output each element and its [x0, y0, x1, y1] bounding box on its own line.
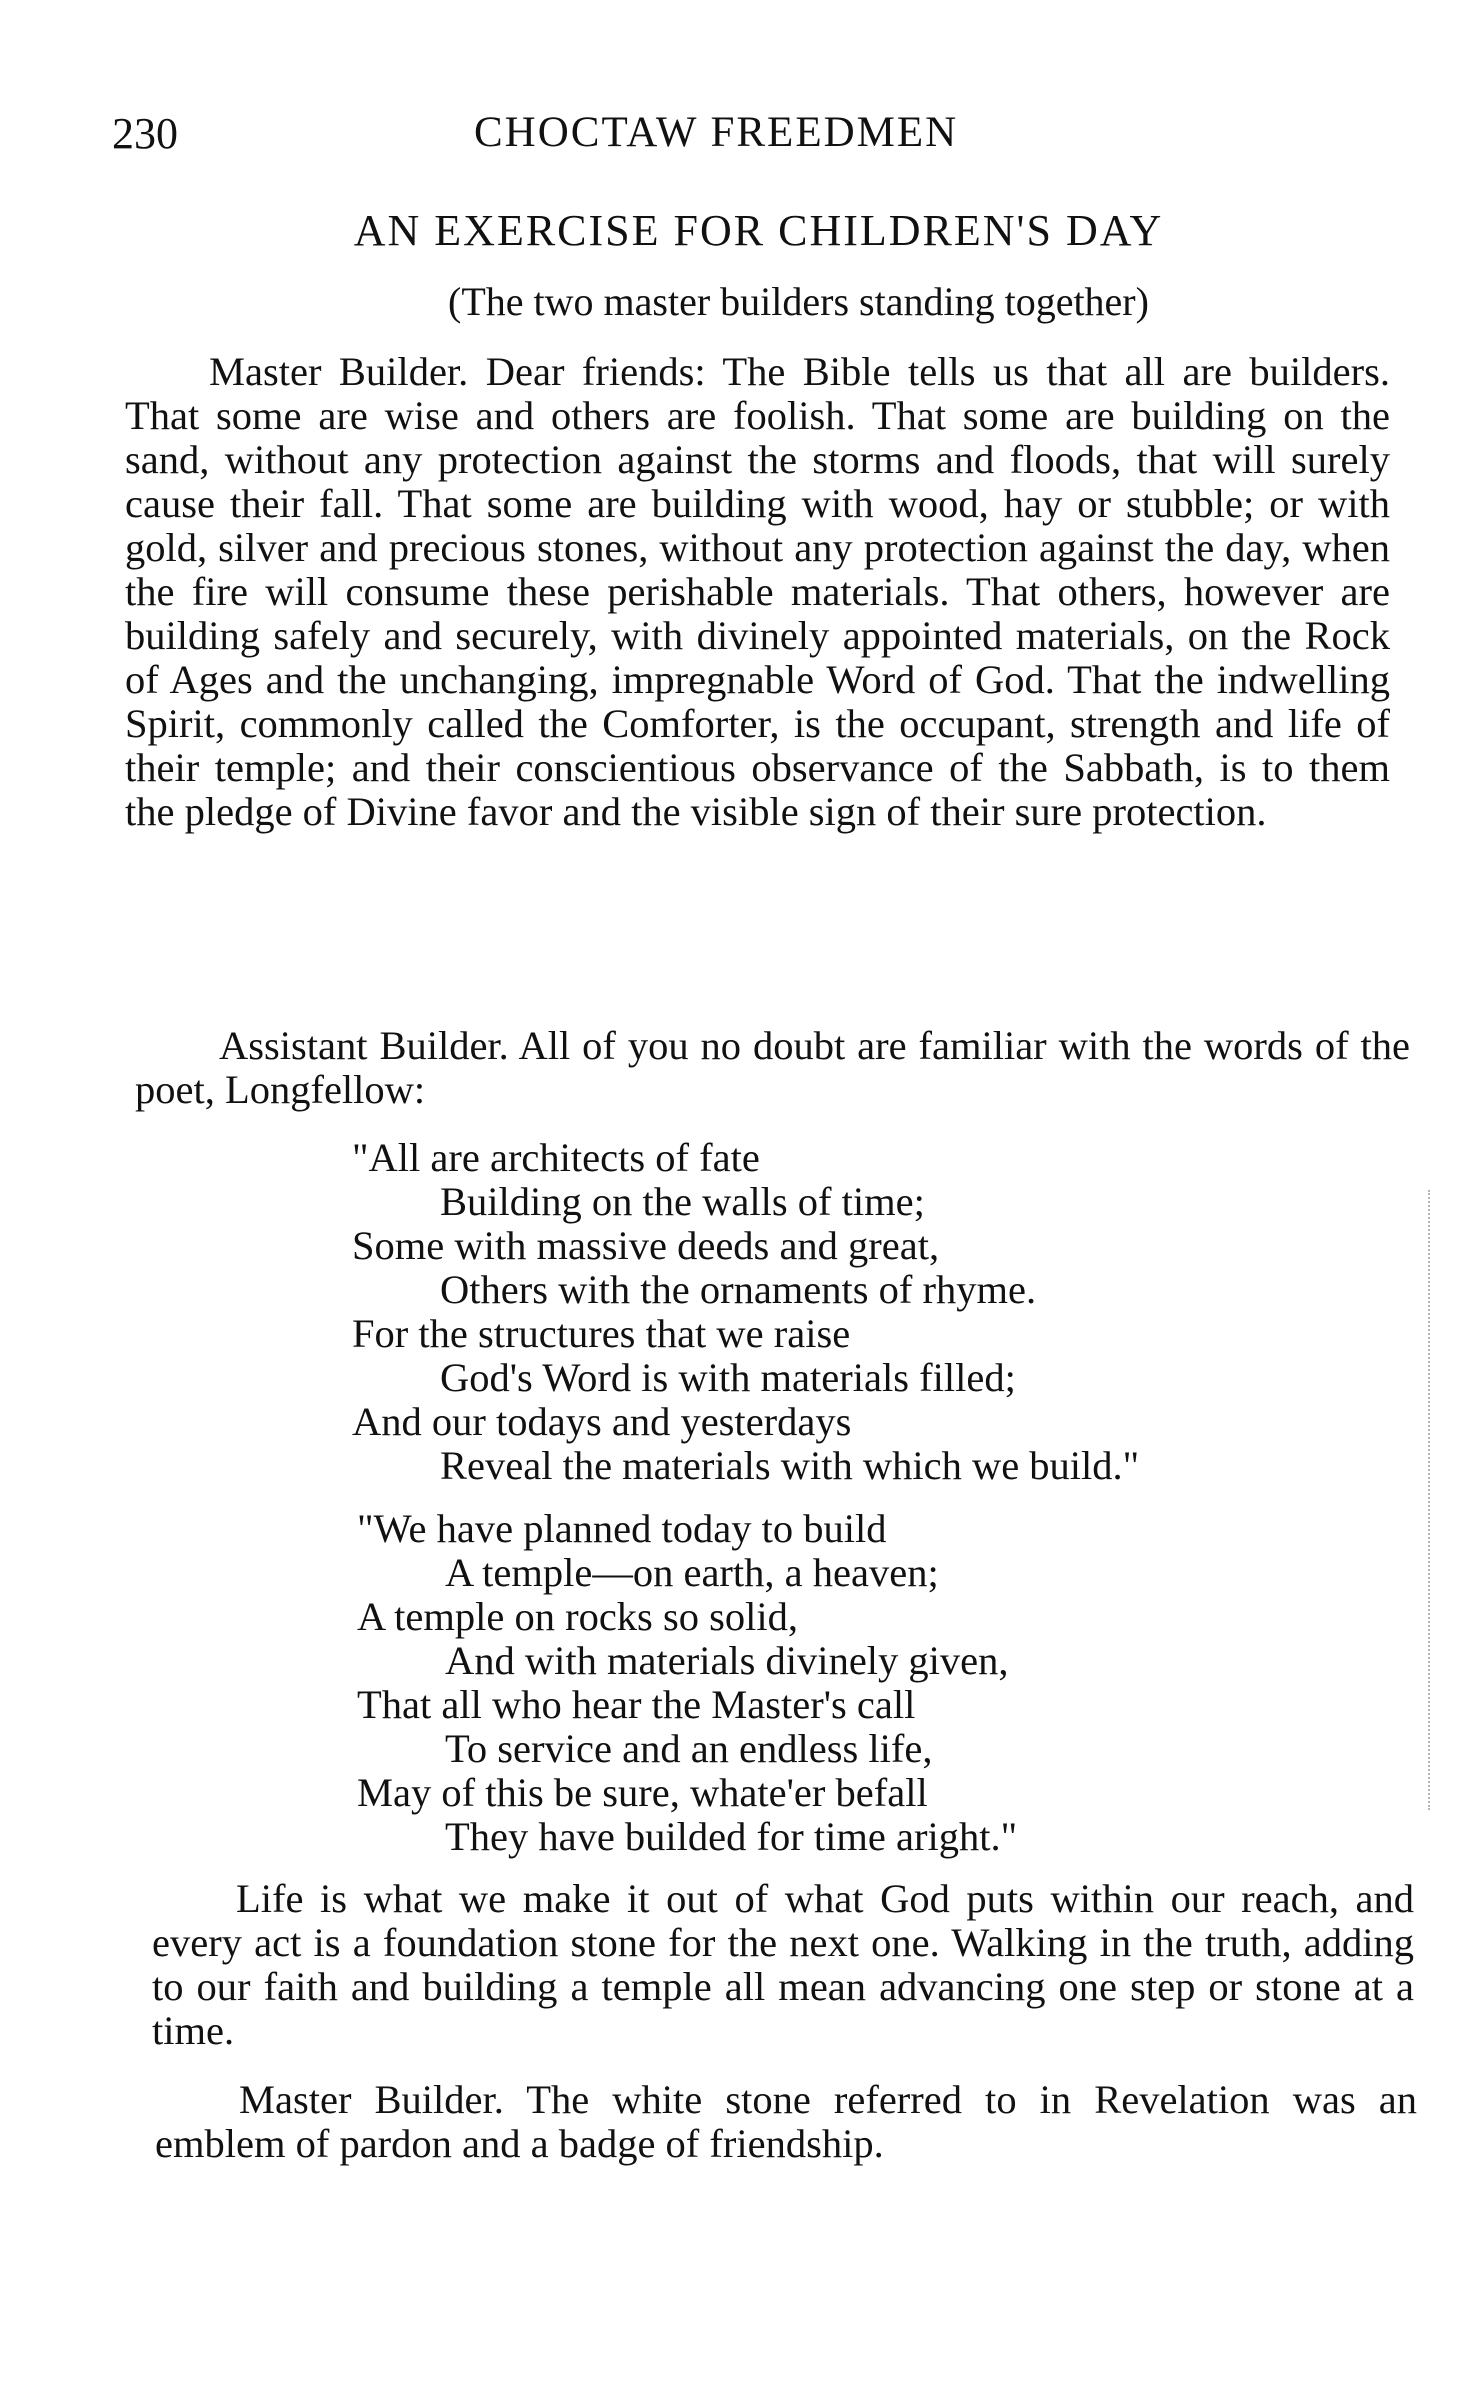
poem-line: May of this be sure, whate'er befall: [357, 1770, 928, 1815]
page-number: 230: [112, 109, 178, 158]
poem-line: A temple on rocks so solid,: [357, 1594, 798, 1639]
poem-line: "We have planned today to build: [357, 1506, 887, 1551]
running-head: CHOCTAW FREEDMEN: [474, 109, 959, 156]
section-title: AN EXERCISE FOR CHILDREN'S DAY: [353, 206, 1164, 255]
poem-line: Others with the ornaments of rhyme.: [440, 1267, 1037, 1312]
poem-line: Some with massive deeds and great,: [352, 1223, 940, 1268]
poem-line: "All are architects of fate: [352, 1135, 760, 1180]
poem-line: A temple—on earth, a heaven;: [445, 1550, 939, 1595]
page-header: [112, 108, 1362, 168]
poem-line: For the structures that we raise: [352, 1311, 851, 1356]
poem-longfellow: [352, 1136, 1139, 1488]
poem-temple: [357, 1507, 1017, 1859]
poem-line: And with materials divinely given,: [445, 1638, 1009, 1683]
poem-line: Reveal the materials with which we build.": [440, 1443, 1140, 1488]
poem-line: That all who hear the Master's call: [357, 1682, 916, 1727]
paragraph-white-stone: Master Builder. The white stone referred to in Revelation was an emblem of pardon and a badge of friendship.: [155, 2077, 1417, 2166]
stage-direction: (The two master builders standing together): [448, 279, 1149, 324]
poem-line: God's Word is with materials filled;: [440, 1355, 1016, 1400]
page-edge-mark: [1428, 1190, 1434, 1810]
poem-line: And our todays and yesterdays: [352, 1399, 852, 1444]
paragraph-master-builder: Master Builder. Dear friends: The Bible tells us that all are builders. That some are wise and others are foolish. That some are building on the sand, without any protection against the storms and floods, that will surely cause their fall. That some are building with wood, hay or stubble; or with gold, silver and precious stones, without any protection against the day, when the fire will consume these perishable materials. That others, however are building safely and securely, with divinely appointed materials, on the Rock of Ages and the unchanging, impregnable Word of God. That the indwelling Spirit, commonly called the Comforter, is the occupant, strength and life of their temple; and their conscientious observance of the Sabbath, is to them the pledge of Divine favor and the visible sign of their sure protection.: [125, 349, 1390, 834]
paragraph-life: Life is what we make it out of what God puts within our reach, and every act is a foundation stone for the next one. Walking in the truth, adding to our faith and building a temple all mean advancing one step or stone at a time.: [152, 1876, 1414, 2053]
poem-line: Building on the walls of time;: [440, 1179, 925, 1224]
poem-line: To service and an endless life,: [445, 1726, 933, 1771]
poem-line: They have builded for time aright.": [445, 1814, 1018, 1859]
paragraph-assistant-builder: Assistant Builder. All of you no doubt are familiar with the words of the poet, Longfellow:: [135, 1023, 1410, 1112]
